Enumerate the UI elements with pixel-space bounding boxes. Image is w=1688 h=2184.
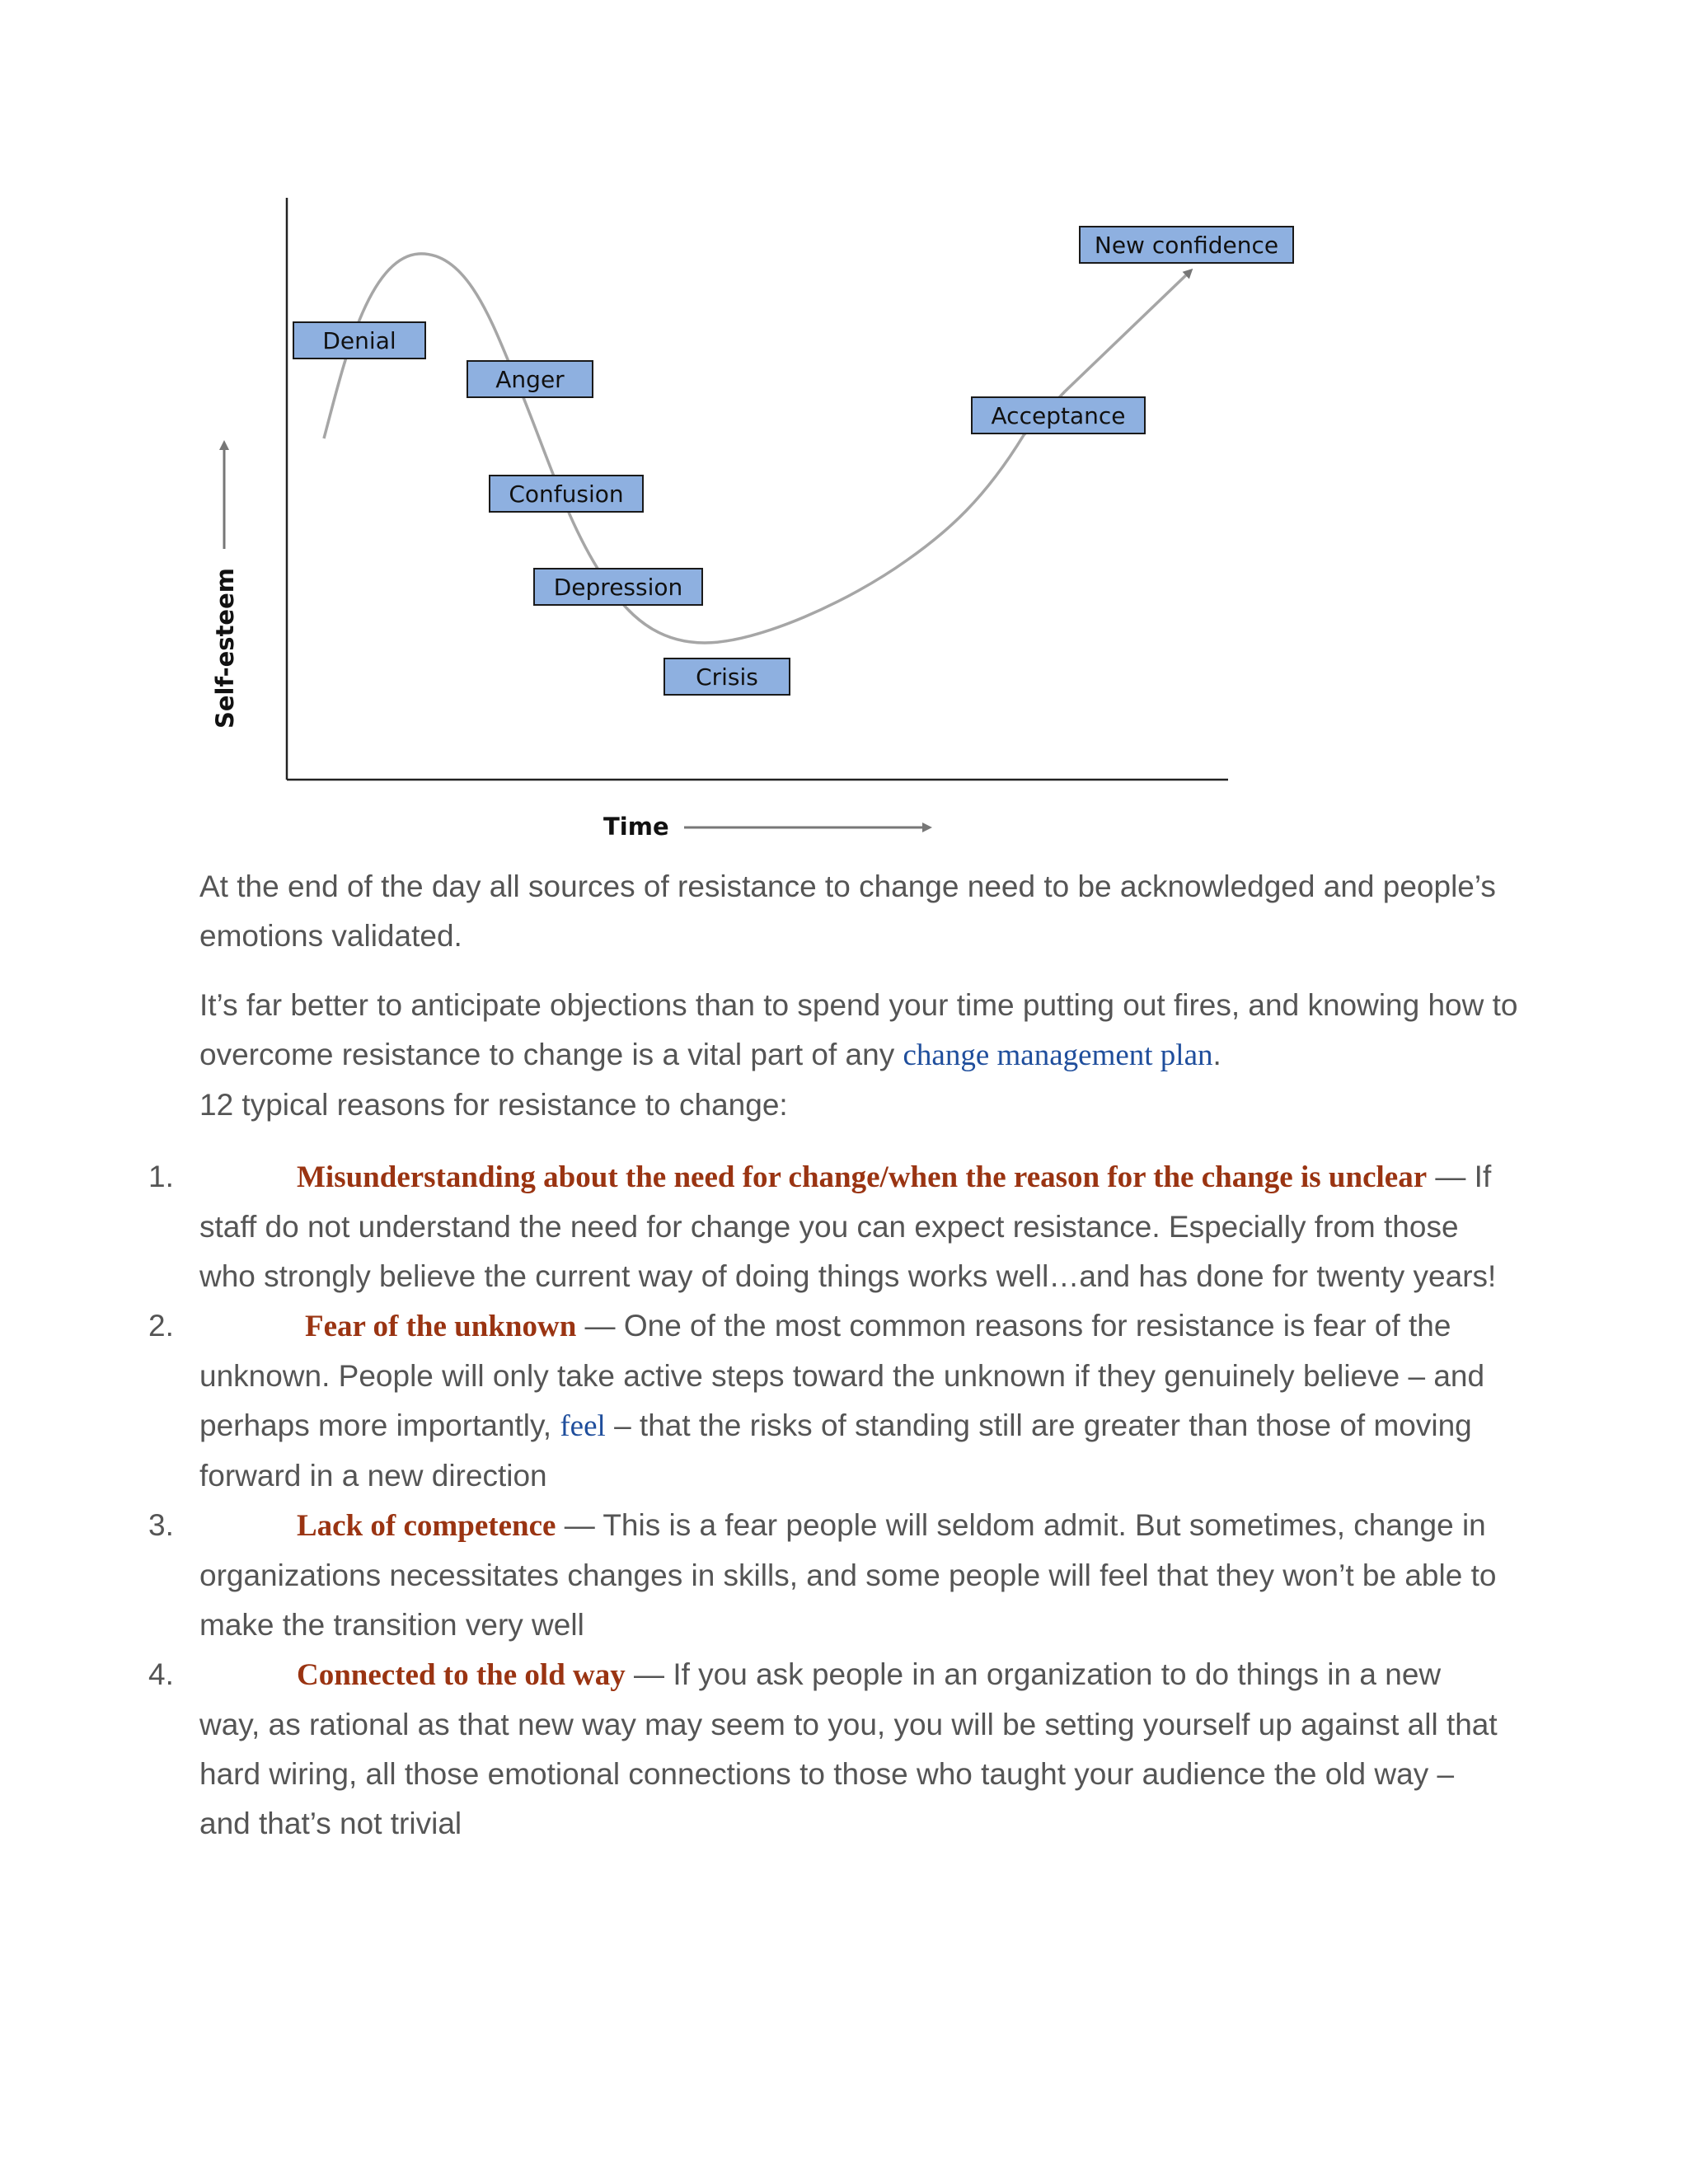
curve-arrow-segment (1065, 272, 1189, 391)
reason-term: Lack of competence (297, 1509, 556, 1543)
list-item-text (199, 1650, 1502, 1849)
stage-depression: Depression (533, 568, 703, 606)
reason-description: — One of the most common reasons for resistance is fear of the unknown. People will only take active steps toward the unknown if they genuinely believe – and perhaps more importantly, (199, 1309, 1485, 1442)
reason-description: — If you ask people in an organization to do things in a new way, as rational as that new way may seem to you, you will be setting yourself up against all that hard wiring, all those emotional connections to those who taught your audience the old way – and that’s not trivial (199, 1657, 1498, 1840)
x-axis-label: Time (603, 813, 669, 841)
list-item (0, 1501, 1688, 1650)
reason-description: — This is a fear people will seldom admit. But sometimes, change in organizations necessitates changes in skills, and some people will feel that they won’t be able to make the transition very well (199, 1508, 1497, 1642)
feel-link[interactable]: feel (560, 1409, 606, 1443)
intro-text (199, 862, 1518, 1130)
change-management-plan-link[interactable]: change management plan (903, 1038, 1213, 1072)
stage-anger: Anger (467, 360, 593, 398)
list-item (0, 1650, 1688, 1849)
reason-term: Fear of the unknown (305, 1310, 577, 1343)
y-axis-label: Self-esteem (211, 568, 239, 729)
change-curve-figure (0, 0, 1688, 865)
reason-description-end: – that the risks of standing still are greater than those of moving forward in a new direction (199, 1408, 1472, 1493)
stage-crisis: Crisis (663, 658, 790, 696)
stage-acceptance: Acceptance (971, 396, 1146, 434)
reason-description: — If staff do not understand the need for change you can expect resistance. Especially from those who strongly believe the current way of doing things works well…and has done for twenty years! (199, 1160, 1497, 1293)
paragraph-3: 12 typical reasons for resistance to change: (199, 1088, 788, 1122)
list-number: 4. (148, 1657, 174, 1691)
list-item (0, 1301, 1688, 1501)
reasons-list (0, 1152, 1688, 1849)
paragraph-1: At the end of the day all sources of resistance to change need to be acknowledged and people’s emotions validated. (199, 869, 1496, 953)
stage-confusion: Confusion (489, 475, 644, 513)
list-number: 1. (148, 1160, 174, 1193)
paragraph-2-text: It’s far better to anticipate objections than to spend your time putting out fires, and knowing how to overcome resistance to change is a vital part of any (199, 988, 1518, 1071)
paragraph-2-end: . (1212, 1038, 1221, 1071)
stage-denial: Denial (293, 321, 426, 359)
list-number: 3. (148, 1508, 174, 1542)
reason-term: Connected to the old way (297, 1658, 626, 1692)
list-item-text (199, 1501, 1502, 1650)
list-item-text (199, 1152, 1502, 1301)
reason-term: Misunderstanding about the need for change/when the reason for the change is unclear (297, 1160, 1428, 1194)
list-item-text (199, 1301, 1502, 1501)
change-curve-graphic (0, 0, 1688, 865)
stage-new-confidence: New confidence (1079, 226, 1294, 264)
list-number: 2. (148, 1309, 174, 1343)
list-item (0, 1152, 1688, 1301)
paragraph-2 (199, 981, 1518, 1080)
